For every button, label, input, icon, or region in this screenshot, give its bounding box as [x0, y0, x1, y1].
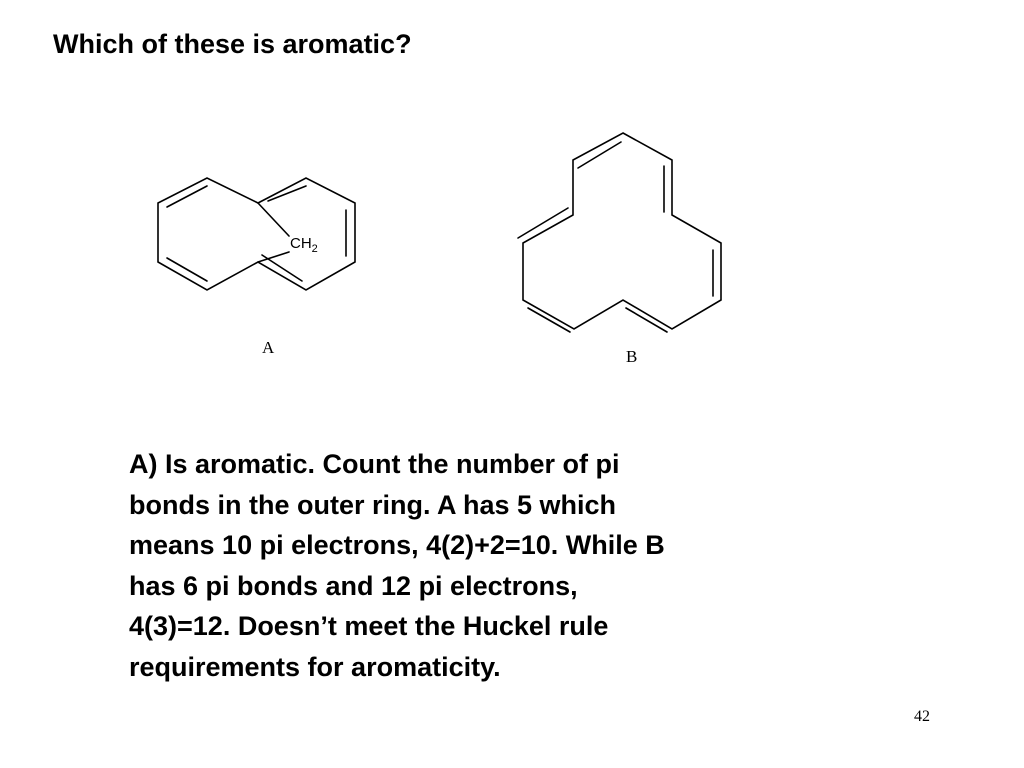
structure-a — [158, 178, 355, 290]
answer-line: bonds in the outer ring. A has 5 which — [129, 489, 617, 520]
structure-a-bridge-bond — [258, 252, 289, 262]
answer-line: means 10 pi electrons, 4(2)+2=10. While B — [129, 530, 665, 561]
structure-b-ring — [523, 133, 721, 329]
slide-number: 42 — [914, 708, 930, 725]
answer-line: A) Is aromatic. Count the number of pi — [129, 449, 620, 479]
structure-a-label: A — [262, 338, 275, 357]
structure-b-label: B — [626, 347, 638, 366]
answer-line: 4(3)=12. Doesn’t meet the Huckel rule — [129, 611, 609, 642]
structure-a-bridge-bond — [258, 203, 289, 236]
structure-a-double-bond — [167, 258, 207, 281]
structure-b-double-bond — [528, 308, 570, 332]
structure-b-double-bond — [626, 308, 667, 332]
structure-b — [518, 133, 721, 332]
answer-explanation — [129, 444, 829, 688]
structure-b-double-bond — [518, 208, 568, 238]
ch2-group: $CH_2$ — [290, 235, 318, 255]
slide-title: Which of these is aromatic? — [53, 29, 412, 59]
structure-a-ring — [158, 178, 355, 290]
answer-line: has 6 pi bonds and 12 pi electrons, — [129, 570, 578, 601]
answer-line: requirements for aromaticity. — [129, 651, 501, 682]
structure-a-double-bond — [167, 186, 207, 207]
